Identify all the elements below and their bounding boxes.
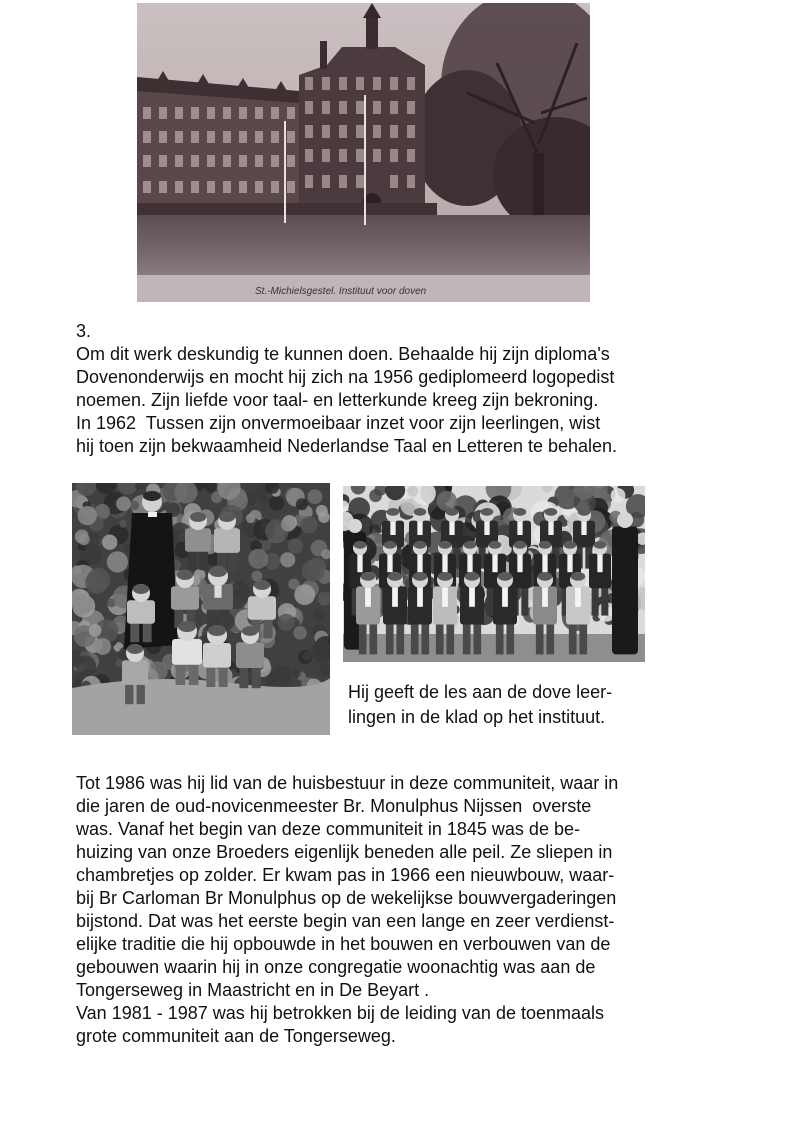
window (271, 107, 279, 119)
leg (569, 620, 577, 654)
leg (188, 549, 196, 570)
window (223, 107, 231, 119)
hair (464, 541, 477, 549)
window (239, 181, 247, 193)
window (356, 101, 364, 114)
priest-figure (612, 512, 638, 654)
torso (236, 642, 264, 668)
leg (359, 620, 367, 654)
hair (354, 541, 367, 549)
photo-caption: St.-Michielsgestel. Instituut voor doven (255, 286, 427, 297)
window (255, 107, 263, 119)
leaf-cluster (261, 496, 270, 505)
torso (122, 660, 148, 685)
shirt (492, 554, 497, 573)
shirt (542, 586, 548, 606)
leg (592, 585, 599, 616)
window (356, 125, 364, 138)
window (143, 131, 151, 143)
shirt (467, 554, 472, 573)
shirt (575, 586, 581, 606)
hair (414, 541, 427, 549)
hair (439, 541, 452, 549)
leaf-cluster (293, 626, 307, 640)
robe (612, 526, 638, 654)
shirt (417, 554, 422, 573)
text-line: grote communiteit aan de Tongerseweg. (76, 1026, 396, 1046)
head (348, 519, 362, 533)
shirt (442, 554, 447, 573)
leg (176, 662, 186, 685)
leaf-cluster (116, 496, 131, 511)
leg (396, 620, 404, 654)
leg (143, 621, 152, 642)
leg (446, 620, 454, 654)
leaf-cluster (300, 516, 318, 534)
text-line: huizing van onze Broeders eigenlijk beneden alle peil. Ze sliepen in (76, 842, 613, 862)
text-line: die jaren de oud-novicenmeester Br. Monulphus Nijssen overste (76, 796, 592, 816)
shirt (567, 554, 572, 573)
leg (546, 620, 554, 654)
shirt (387, 554, 392, 573)
window (239, 107, 247, 119)
text-line: bijstond. Dat was het eerste begin van een lange en zeer verdienst- (76, 911, 615, 931)
window (407, 175, 415, 188)
leaf-cluster (296, 498, 308, 510)
shirt (517, 554, 522, 573)
window (191, 107, 199, 119)
window (322, 149, 330, 162)
window (255, 131, 263, 143)
shirt (581, 521, 586, 535)
window (207, 155, 215, 167)
hair (190, 512, 206, 522)
shirt (469, 586, 475, 606)
photo-caption-text (348, 680, 612, 730)
section-number: 3. (76, 321, 92, 341)
window (373, 77, 381, 90)
leg (125, 682, 133, 704)
text-line: noemen. Zijn liefde voor taal- en letterkunde kreeg zijn bekroning. (76, 390, 599, 410)
window (390, 149, 398, 162)
leaf-cluster (246, 514, 256, 524)
hair (177, 570, 193, 580)
window (287, 155, 295, 167)
text-line: In 1962 Tussen zijn onvermoeibaar inzet voor zijn leerlingen, wist (76, 413, 601, 433)
hair (594, 541, 607, 549)
shirt (449, 521, 454, 535)
shirt (365, 586, 371, 606)
torso (203, 643, 231, 668)
window (390, 125, 398, 138)
hair (514, 508, 527, 516)
leaf-cluster (437, 491, 457, 511)
leg (264, 617, 273, 638)
window (339, 149, 347, 162)
leaf-cluster (248, 549, 268, 569)
caption-line: Hij geeft de les aan de dove leer- (348, 682, 613, 702)
window (339, 101, 347, 114)
window (175, 131, 183, 143)
shirt (442, 586, 448, 606)
text-line: Tongerseweg in Maastricht en in De Beyart . (76, 980, 430, 1000)
window (207, 181, 215, 193)
leg (436, 620, 444, 654)
priest-hair (143, 491, 161, 501)
window (407, 77, 415, 90)
leg (206, 665, 215, 687)
torso (248, 596, 276, 620)
shirt (502, 586, 508, 606)
window (175, 181, 183, 193)
window (339, 125, 347, 138)
leg (463, 620, 471, 654)
window (255, 181, 263, 193)
torso (127, 600, 155, 624)
shirt (392, 586, 398, 606)
tree-trunk (533, 153, 544, 225)
students-group-photo (343, 486, 645, 662)
window (191, 181, 199, 193)
caption-line: lingen in de klad op het instituut. (348, 707, 606, 727)
window (356, 175, 364, 188)
leg (521, 585, 528, 616)
window (271, 155, 279, 167)
window (322, 175, 330, 188)
window (407, 101, 415, 114)
window (239, 131, 247, 143)
leaf-cluster (369, 489, 382, 502)
window (390, 77, 398, 90)
leaf-cluster (107, 551, 128, 572)
hair (539, 541, 552, 549)
shirt (214, 584, 221, 598)
leg (506, 620, 514, 654)
leaf-cluster (75, 655, 96, 676)
leaf-cluster (281, 517, 295, 531)
window (207, 107, 215, 119)
window (373, 125, 381, 138)
hair (361, 572, 375, 581)
head (617, 512, 633, 528)
hair (538, 572, 552, 581)
window (143, 107, 151, 119)
leaf-cluster (72, 565, 82, 575)
leaf-cluster (407, 486, 418, 497)
window (390, 101, 398, 114)
leaf-cluster (85, 571, 108, 594)
shirt (390, 521, 395, 535)
leg (189, 662, 199, 685)
window (356, 77, 364, 90)
priest-with-boys-photo (72, 483, 330, 735)
window (287, 107, 295, 119)
text-line: was. Vanaf het begin van deze communiteit in 1845 was de be- (76, 819, 580, 839)
leg (421, 620, 429, 654)
window (373, 149, 381, 162)
window (159, 107, 167, 119)
hair (387, 508, 400, 516)
leaf-cluster (313, 609, 325, 621)
leg (487, 585, 494, 616)
window (175, 107, 183, 119)
torso (172, 639, 202, 665)
leaf-cluster (288, 538, 304, 554)
window (191, 131, 199, 143)
hair (438, 572, 452, 581)
text-line: hij toen zijn bekwaamheid Nederlandse Taal en Letteren te behalen. (76, 436, 618, 456)
window (143, 181, 151, 193)
window (175, 155, 183, 167)
window (271, 131, 279, 143)
leg (229, 550, 237, 572)
priest-collar (148, 512, 157, 517)
shirt (484, 521, 489, 535)
text-line: Tot 1986 was hij lid van de huisbestuur in deze communiteit, waar in (76, 773, 619, 793)
window (223, 155, 231, 167)
leaf-cluster (102, 535, 117, 550)
hair (208, 625, 226, 636)
window (390, 175, 398, 188)
window (287, 131, 295, 143)
window (305, 77, 313, 90)
leaf-cluster (269, 496, 284, 511)
window (223, 131, 231, 143)
window (407, 125, 415, 138)
shirt (417, 586, 423, 606)
leaf-cluster (78, 533, 90, 545)
torso (185, 528, 211, 552)
hair (571, 572, 585, 581)
window (159, 131, 167, 143)
text-line: Van 1981 - 1987 was hij betrokken bij de leiding van de toenmaals (76, 1003, 605, 1023)
text-line: gebouwen waarin hij in onze congregatie woonachtig was aan de (76, 957, 596, 977)
leaf-cluster (294, 584, 315, 605)
leaf-cluster (320, 596, 329, 605)
hair (446, 508, 459, 516)
text-line: bij Br Carloman Br Monulphus op de wekelijkse bouwvergaderingen (76, 888, 617, 908)
hair (127, 644, 143, 654)
torso (171, 586, 199, 610)
window (239, 155, 247, 167)
lawn (137, 215, 590, 277)
hair (489, 541, 502, 549)
shirt (417, 521, 422, 535)
hair (178, 621, 196, 632)
leg (411, 620, 419, 654)
shirt (548, 521, 553, 535)
leaf-cluster (319, 664, 330, 675)
window (271, 181, 279, 193)
hair (414, 508, 427, 516)
hair (242, 626, 258, 636)
leaf-cluster (298, 650, 312, 664)
text-line: elijke traditie die hij opbouwde in het bouwen en verbouwen van de (76, 934, 611, 954)
hair (545, 508, 558, 516)
window (305, 125, 313, 138)
text-line: Dovenonderwijs en mocht hij zich na 1956 gediplomeerd logopedist (76, 367, 615, 387)
leg (137, 682, 145, 704)
window (287, 181, 295, 193)
hair (209, 566, 227, 577)
leg (496, 620, 504, 654)
window (373, 101, 381, 114)
hair (465, 572, 479, 581)
leg (579, 620, 587, 654)
leg (473, 620, 481, 654)
window (255, 155, 263, 167)
hair (133, 584, 149, 594)
leaf-cluster (231, 581, 249, 599)
window (339, 77, 347, 90)
hair (481, 508, 494, 516)
window (407, 149, 415, 162)
leg (252, 665, 261, 688)
window (207, 131, 215, 143)
chimney (320, 41, 327, 69)
shirt (517, 521, 522, 535)
leaf-cluster (119, 520, 127, 528)
leaf-cluster (318, 511, 330, 523)
tower (366, 17, 378, 49)
window (143, 155, 151, 167)
leg (239, 665, 248, 688)
torso (214, 528, 240, 553)
leg (369, 620, 377, 654)
leaf-cluster (292, 669, 301, 678)
window (305, 101, 313, 114)
leg (130, 621, 139, 642)
paragraph-section-2 (76, 772, 618, 1048)
text-line: Om dit werk deskundig te kunnen doen. Behaalde hij zijn diploma's (76, 344, 610, 364)
leg (536, 620, 544, 654)
hair (219, 512, 235, 522)
window (356, 149, 364, 162)
leaf-cluster (302, 560, 324, 582)
window (305, 175, 313, 188)
shirt (597, 554, 602, 573)
window (191, 155, 199, 167)
hair (578, 508, 591, 516)
hair (384, 541, 397, 549)
window (339, 175, 347, 188)
window (223, 181, 231, 193)
window (305, 149, 313, 162)
paragraph-section-1 (76, 320, 617, 458)
window (322, 77, 330, 90)
leaf-cluster (308, 489, 323, 504)
text-line: chambretjes op zolder. Er kwam pas in 1966 een nieuwbouw, waar- (76, 865, 615, 885)
leaf-cluster (72, 594, 92, 614)
leaf-cluster (130, 501, 139, 510)
leg (601, 585, 608, 616)
shirt (357, 554, 362, 573)
hair (388, 572, 402, 581)
leaf-cluster (89, 624, 102, 637)
leg (219, 665, 228, 687)
window (322, 101, 330, 114)
leaf-cluster (278, 614, 295, 631)
hair (514, 541, 527, 549)
hair (564, 541, 577, 549)
leaf-cluster (280, 552, 295, 567)
hair (254, 580, 270, 590)
hedge (137, 203, 437, 217)
leaf-cluster (611, 488, 626, 503)
leaf-cluster (251, 571, 262, 582)
window (159, 181, 167, 193)
institute-building-photo (137, 3, 590, 302)
window (322, 125, 330, 138)
window (159, 155, 167, 167)
leaf-cluster (94, 638, 111, 655)
leaf-cluster (78, 506, 97, 525)
hair (498, 572, 512, 581)
leg (386, 620, 394, 654)
hair (413, 572, 427, 581)
shirt (542, 554, 547, 573)
leg (200, 549, 208, 570)
